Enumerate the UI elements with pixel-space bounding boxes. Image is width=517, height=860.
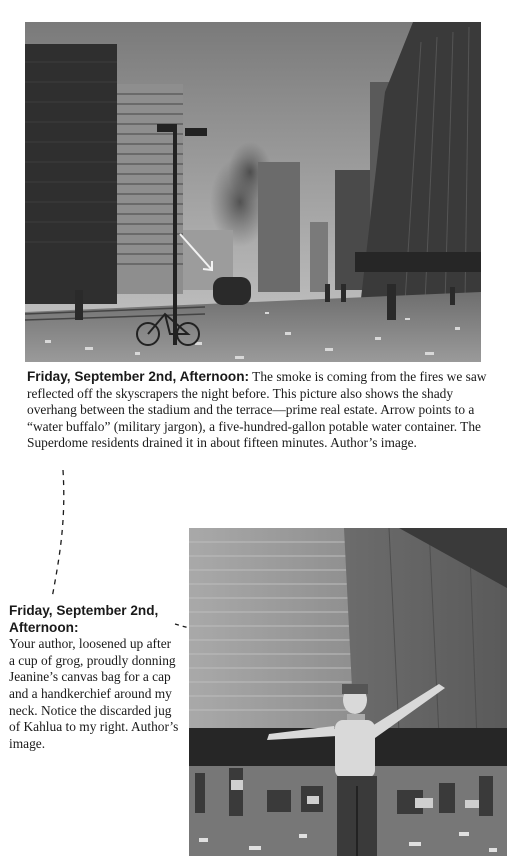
superdome-street-photo [25,22,481,362]
top-caption-body: The smoke is coming from the fires we saw reflected off the skyscrapers the night before. This picture also shows the shady overhang between the stadium and the terrace—prime real estate. Arrow points to a “water buffalo” (military jargon), a five-hundred-gallon potable water container. The Superdome residents drained it in about fifteen minutes. Author’s image. [27,369,487,451]
bottom-caption-colon: : [73,619,79,635]
bottom-caption-body: Your author, loosened up after a cup of grog, proudly donning Jeanine’s canvas bag for a cap and a handkerchief around my neck. Notice the discarded jug of Kahlua to my right. Author’s image. [9,636,179,751]
author-arms-outstretched-photo [189,528,507,856]
bottom-photo-caption [9,603,179,752]
top-photo-caption [27,369,487,452]
bottom-caption-heading: Friday, September 2nd, Afternoon [9,603,159,635]
top-caption-heading: Friday, September 2nd, Afternoon: [27,369,250,384]
